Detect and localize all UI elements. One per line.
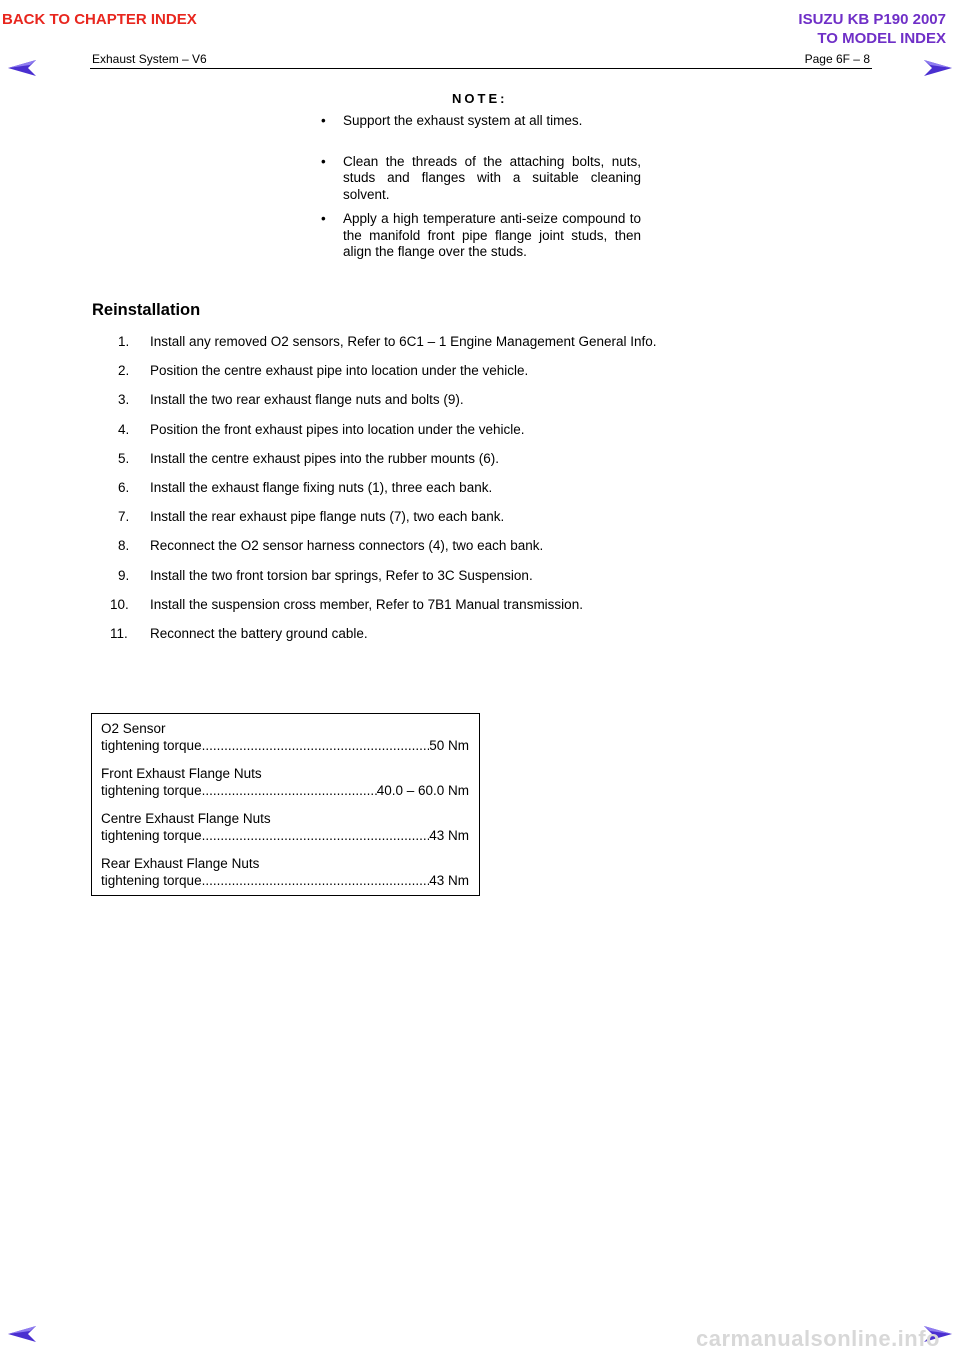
reinstallation-steps: [110, 333, 830, 654]
watermark: carmanualsonline.info: [696, 1326, 940, 1351]
section-title: Reinstallation: [92, 301, 201, 319]
note-item: [318, 154, 641, 204]
leader-dots: [202, 783, 377, 800]
step-text: Install the two front torsion bar springs, Refer to 3C Suspension.: [150, 567, 533, 583]
step-item: [110, 625, 830, 654]
leader-dots: [202, 873, 430, 890]
step-item: [110, 450, 830, 479]
step-number: 1.: [118, 334, 130, 349]
torque-spec-label: tightening torque: [101, 827, 202, 843]
torque-spec-label: tightening torque: [101, 872, 202, 888]
torque-spec-box: [91, 713, 480, 896]
torque-spec: [101, 766, 469, 799]
torque-spec-name: Centre Exhaust Flange Nuts: [101, 811, 271, 826]
step-item: [110, 421, 830, 450]
step-item: [110, 333, 830, 362]
bullet-icon: •: [321, 211, 326, 226]
step-text: Install any removed O2 sensors, Refer to 6C1 – 1 Engine Management General Info.: [150, 334, 657, 349]
step-number: 3.: [118, 392, 130, 408]
step-item: [110, 508, 830, 537]
step-item: [110, 391, 830, 420]
arrow-left-icon[interactable]: [8, 1326, 36, 1342]
step-number: 7.: [118, 509, 130, 525]
step-item: [110, 479, 830, 508]
step-text: Install the suspension cross member, Refer to 7B1 Manual transmission.: [150, 596, 583, 612]
bullet-icon: •: [321, 113, 326, 128]
step-text: Install the centre exhaust pipes into the rubber mounts (6).: [150, 450, 499, 466]
torque-spec: [101, 811, 469, 844]
note-title: NOTE:: [452, 91, 508, 106]
step-text: Install the rear exhaust pipe flange nuts (7), two each bank.: [150, 509, 505, 525]
step-number: 6.: [118, 479, 130, 495]
step-text: Install the two rear exhaust flange nuts and bolts (9).: [150, 392, 464, 408]
step-text: Position the centre exhaust pipe into location under the vehicle.: [150, 363, 529, 379]
note-item: [318, 211, 641, 261]
torque-spec-value: 50 Nm: [429, 737, 469, 753]
torque-spec-label: tightening torque: [101, 737, 202, 753]
step-text: Install the exhaust flange fixing nuts (1), three each bank.: [150, 479, 493, 495]
note-item-text: Apply a high temperature anti-seize compound to the manifold front pipe flange joint studs, then align the flange over the studs.: [343, 211, 641, 259]
leader-dots: [202, 738, 430, 755]
torque-spec: [101, 721, 469, 754]
step-item: [110, 567, 830, 596]
header-section-title: Exhaust System – V6: [92, 52, 207, 66]
step-number: 5.: [118, 450, 130, 466]
step-number: 8.: [118, 538, 130, 554]
step-item: [110, 596, 830, 625]
step-number: 4.: [118, 421, 130, 437]
header-page-number: Page 6F – 8: [804, 52, 870, 66]
note-list: [318, 113, 641, 261]
note-item-text: Clean the threads of the attaching bolts, nuts, studs and flanges with a suitable cleaning solvent.: [343, 153, 641, 202]
step-text: Reconnect the O2 sensor harness connectors (4), two each bank.: [150, 538, 544, 554]
torque-spec-name: Rear Exhaust Flange Nuts: [101, 856, 260, 871]
step-text: Position the front exhaust pipes into location under the vehicle.: [150, 421, 525, 437]
torque-spec-label: tightening torque: [101, 782, 202, 798]
torque-spec-name: Front Exhaust Flange Nuts: [101, 766, 262, 781]
torque-spec-name: O2 Sensor: [101, 721, 166, 736]
torque-spec-value: 43 Nm: [429, 872, 469, 888]
step-item: [110, 537, 830, 566]
step-number: 11.: [110, 625, 128, 641]
bullet-icon: •: [321, 153, 326, 169]
back-to-chapter-index-link[interactable]: BACK TO CHAPTER INDEX: [2, 11, 197, 28]
torque-spec-value: 40.0 – 60.0 Nm: [376, 782, 469, 798]
header-rule: [90, 68, 872, 69]
step-number: 2.: [118, 363, 130, 379]
torque-spec-value: 43 Nm: [429, 827, 469, 843]
arrow-left-icon[interactable]: [8, 60, 36, 76]
leader-dots: [202, 828, 430, 845]
step-text: Reconnect the battery ground cable.: [150, 625, 368, 641]
model-title-link[interactable]: ISUZU KB P190 2007: [798, 11, 946, 28]
note-item-text: Support the exhaust system at all times.: [343, 113, 583, 128]
note-item: [318, 113, 641, 130]
torque-spec: [101, 856, 469, 889]
model-index-link[interactable]: TO MODEL INDEX: [817, 30, 946, 47]
step-item: [110, 362, 830, 391]
step-number: 10.: [110, 596, 129, 612]
arrow-right-icon[interactable]: [924, 60, 952, 76]
step-number: 9.: [118, 567, 130, 583]
